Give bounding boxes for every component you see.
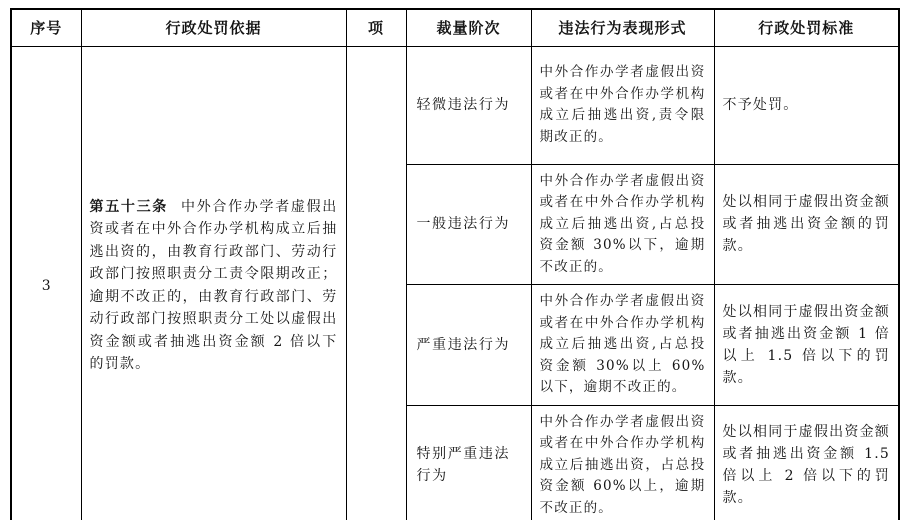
- behavior-cell: 中外合作办学者虚假出资或者在中外合作办学机构成立后抽逃出资,责令限期改正的。: [531, 46, 714, 164]
- penalty-cell: 处以相同于虚假出资金额或者抽逃出资金额 1.5 倍以上 2 倍以下的罚款。: [714, 405, 899, 520]
- serial-cell: 3: [11, 46, 81, 520]
- penalty-cell: 处以相同于虚假出资金额或者抽逃出资金额的罚款。: [714, 164, 899, 285]
- behavior-cell: 中外合作办学者虚假出资或者在中外合作办学机构成立后抽逃出资,占总投资金额 30%以下，逾期不改正的。: [531, 164, 714, 285]
- behavior-cell: 中外合作办学者虚假出资或者在中外合作办学机构成立后抽逃出资，占总投资金额 60%以上，逾期不改正的。: [531, 405, 714, 520]
- item-cell: [346, 46, 406, 520]
- table-row: [11, 46, 899, 164]
- level-cell: 特别严重违法行为: [406, 405, 531, 520]
- header-serial: 序号: [11, 9, 81, 46]
- penalty-cell: 处以相同于虚假出资金额或者抽逃出资金额 1 倍以上 1.5 倍以下的罚款。: [714, 285, 899, 406]
- level-cell: 严重违法行为: [406, 285, 531, 406]
- header-item: 项: [346, 9, 406, 46]
- basis-article-number: 第五十三条: [89, 198, 168, 215]
- basis-cell: [81, 46, 346, 520]
- header-level: 裁量阶次: [406, 9, 531, 46]
- penalty-discretion-table: [10, 8, 900, 520]
- header-standard: 行政处罚标准: [714, 9, 899, 46]
- penalty-cell: 不予处罚。: [714, 46, 899, 164]
- level-cell: 一般违法行为: [406, 164, 531, 285]
- basis-text: 中外合作办学者虚假出资或者在中外合作办学机构成立后抽逃出资的，由教育行政部门、劳动行政部门按照职责分工责令限期改正；逾期不改正的，由教育行政部门、劳动行政部门按照职责分工处以虚假出资金额或者抽逃出资金额 2 倍以下的罚款。: [89, 198, 338, 373]
- behavior-cell: 中外合作办学者虚假出资或者在中外合作办学机构成立后抽逃出资,占总投资金额 30%以上 60%以下，逾期不改正的。: [531, 285, 714, 406]
- level-cell: 轻微违法行为: [406, 46, 531, 164]
- header-behavior: 违法行为表现形式: [531, 9, 714, 46]
- header-row: [11, 9, 899, 46]
- header-basis: 行政处罚依据: [81, 9, 346, 46]
